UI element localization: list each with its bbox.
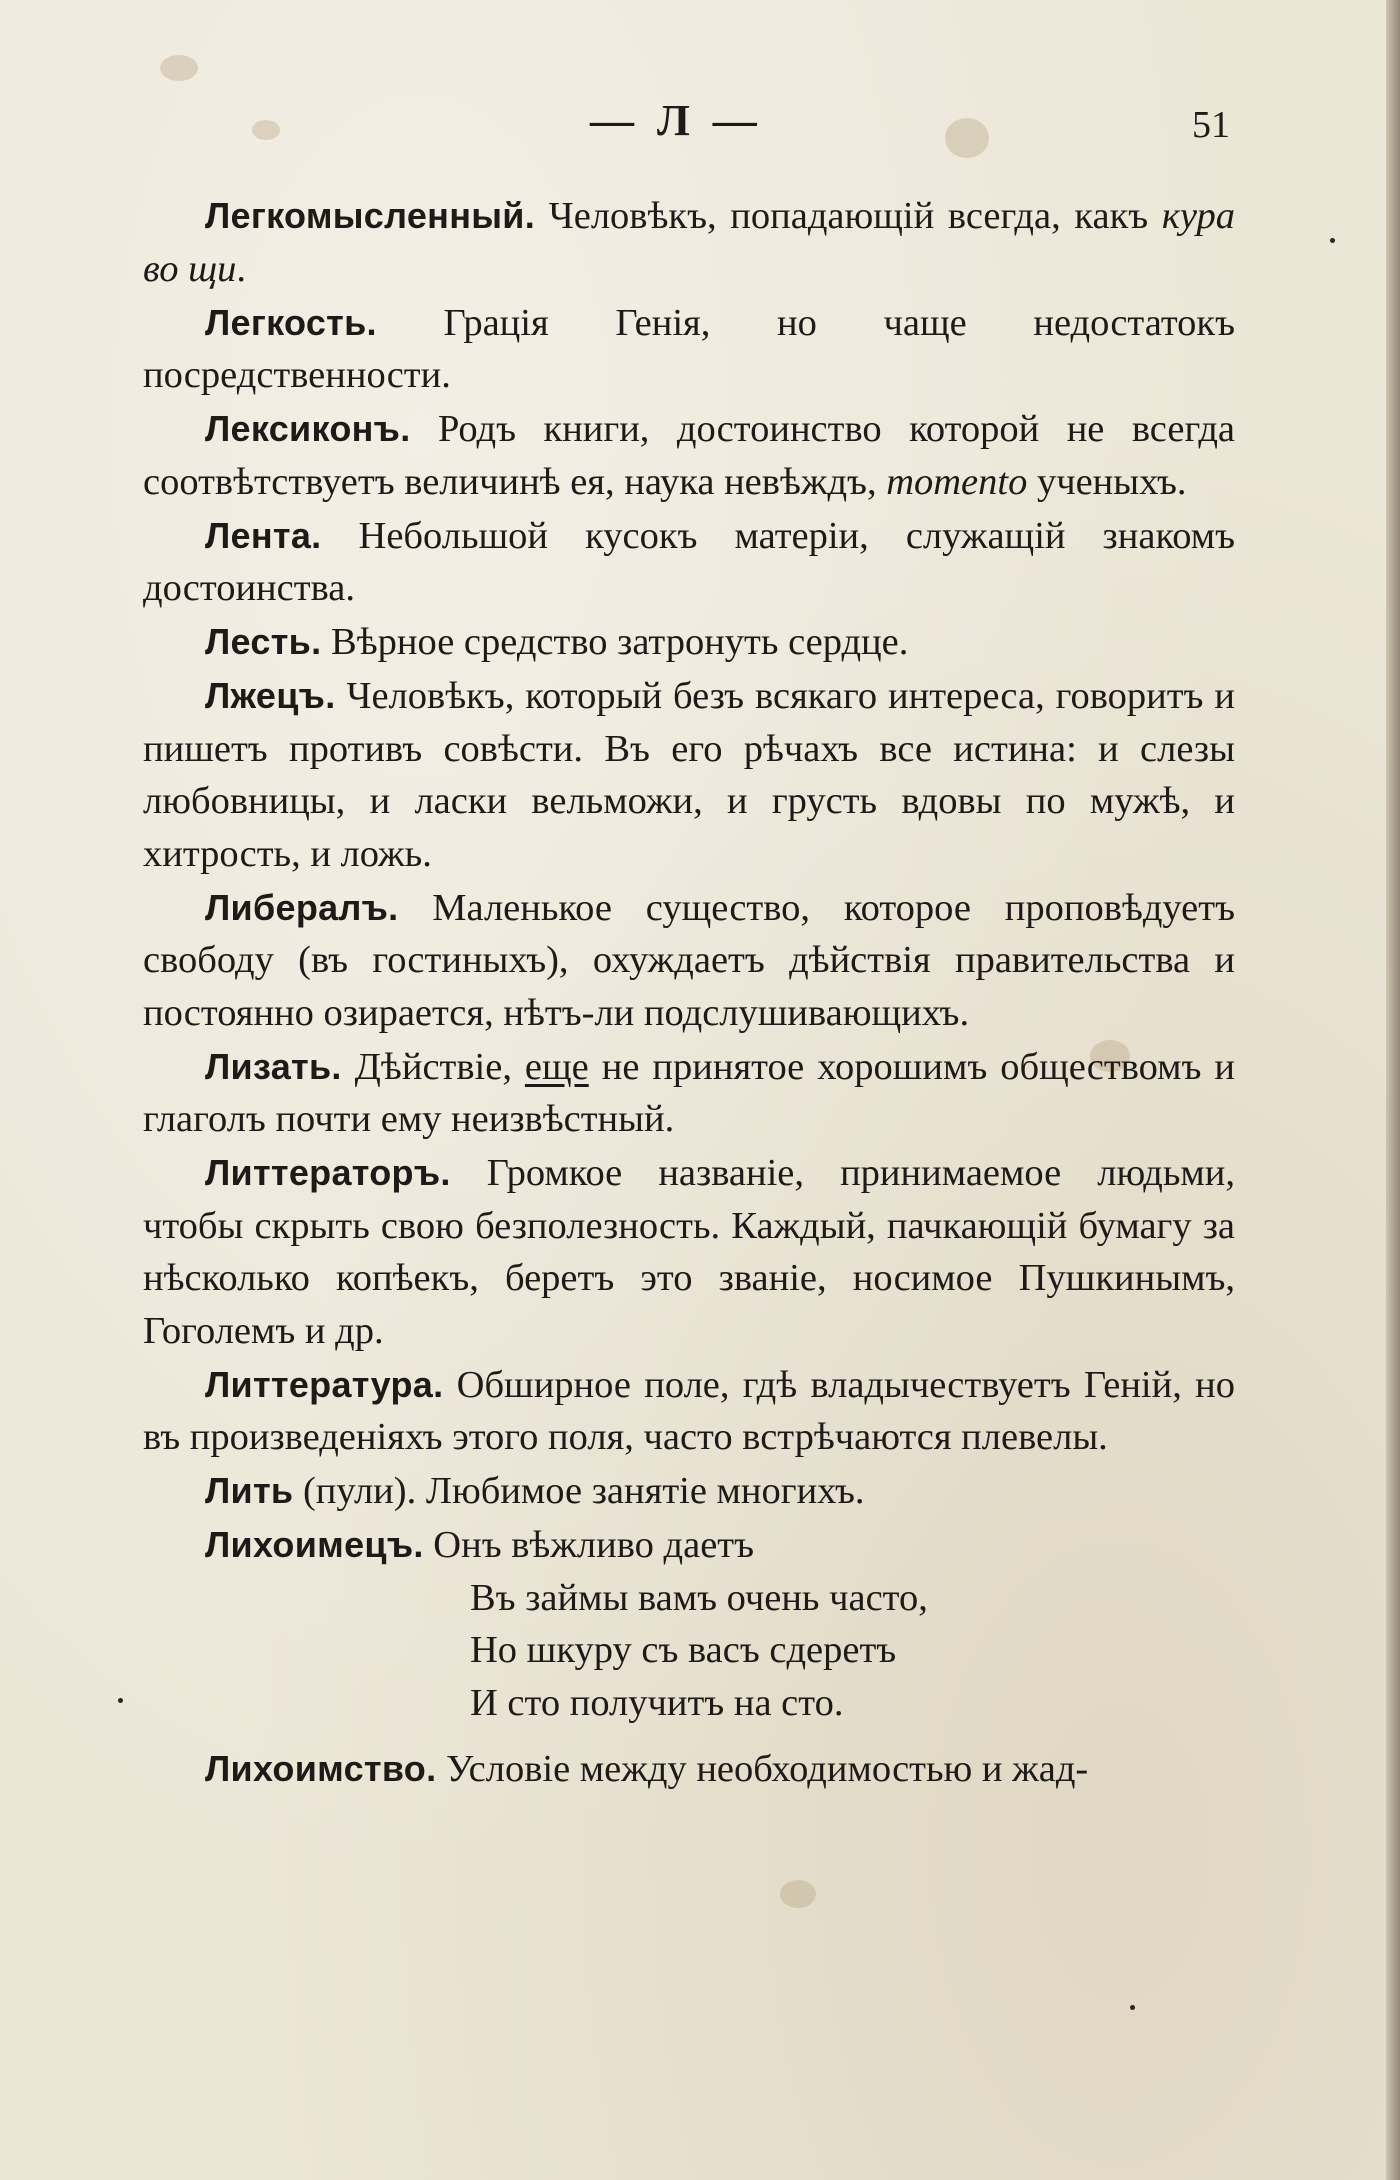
verse-line: И сто получитъ на сто. <box>470 1681 844 1724</box>
definition: Вѣрное средство затронуть сердце. <box>321 621 909 663</box>
entry-lest <box>143 616 1235 669</box>
definition-italic: кура во щи <box>143 195 1235 290</box>
headword: Лизать. <box>205 1045 342 1087</box>
running-head: — Л — <box>590 96 763 145</box>
headword: Лихоимство. <box>205 1748 437 1789</box>
headword: Лжецъ. <box>205 675 336 716</box>
paper-stain <box>160 55 198 81</box>
definition: Родъ книги, достоинство которой не всегда соотвѣтствуетъ величинѣ ея, наука невѣждъ, <box>143 408 1235 503</box>
definition: . <box>236 247 247 290</box>
definition: Громкое названіе, принимаемое людьми, чтобы скрыть свою безполезность. Каждый, пачкающій бумагу за нѣсколько копѣекъ, беретъ это званіе, носимое Пушкинымъ, Гоголемъ и др. <box>143 1152 1235 1352</box>
verse-first-line <box>143 1519 1235 1572</box>
verse-line: Въ займы вамъ очень часто, <box>470 1576 928 1619</box>
paper-stain <box>780 1880 816 1908</box>
headword: Легкомысленный. <box>205 195 536 236</box>
entry-likhoimets <box>143 1519 1235 1729</box>
headword: Лесть. <box>205 621 322 662</box>
entry-legkomyslenny <box>143 190 1235 295</box>
entry-legkost <box>143 297 1235 402</box>
headword: Легкость. <box>205 301 377 343</box>
definition: не принятое хорошимъ обществомъ и глаголъ почти ему неизвѣстный. <box>143 1045 1235 1140</box>
definition: Маленькое существо, которое проповѣдуетъ свободу (въ гостиныхъ), охуждаетъ дѣйствія правительства и постоянно озирается, нѣтъ-ли подслушивающихъ. <box>143 886 1235 1034</box>
headword: Лихоимецъ. <box>205 1524 424 1565</box>
headword: Либералъ. <box>205 886 399 928</box>
entry-likhoimstvo <box>143 1743 1235 1796</box>
verse-line: Но шкуру съ васъ сдеретъ <box>470 1629 897 1671</box>
definition-underlined: еще <box>524 1045 589 1088</box>
definition-italic: momento <box>886 460 1028 503</box>
definition: Грація Генія, но чаще недостатокъ посредственности. <box>143 301 1235 396</box>
page-header <box>0 95 1400 155</box>
ink-speck <box>118 1698 123 1703</box>
verse-line: Онъ вѣжливо даетъ <box>433 1524 755 1566</box>
entry-lit <box>143 1465 1235 1518</box>
entry-litteratura <box>143 1359 1235 1464</box>
dictionary-text <box>143 190 1235 1797</box>
ink-speck <box>1130 2005 1135 2010</box>
definition: Человѣкъ, попадающій всегда, какъ <box>535 195 1162 237</box>
headword: Лента. <box>205 514 322 556</box>
definition: ученыхъ. <box>1027 460 1187 503</box>
definition: Обширное поле, гдѣ владычествуетъ Геній, но въ произведеніяхъ этого поля, часто встрѣчаются плевелы. <box>143 1363 1235 1458</box>
definition: Условіе между необходимостью и жад- <box>436 1748 1089 1790</box>
page-edge-shadow <box>1386 0 1400 2180</box>
entry-lenta <box>143 510 1235 615</box>
definition: Дѣйствіе, <box>341 1045 525 1088</box>
headword: Лексиконъ. <box>205 408 411 449</box>
entry-lizat <box>143 1041 1235 1146</box>
headword: Литтераторъ. <box>205 1152 451 1193</box>
page-number: 51 <box>1192 104 1230 146</box>
entry-leksikon <box>143 403 1235 508</box>
headword: Литтература. <box>205 1363 444 1405</box>
definition: Небольшой кусокъ матеріи, служащій знакомъ достоинства. <box>143 514 1235 609</box>
ink-speck <box>1330 238 1335 243</box>
entry-liberal <box>143 882 1235 1040</box>
entry-litterator <box>143 1147 1235 1357</box>
definition: Человѣкъ, который безъ всякаго интереса, говоритъ и пишетъ противъ совѣсти. Въ его рѣчахъ все истина: и слезы любовницы, и ласки вельможи, и грусть вдовы по мужѣ, и хитрость, и ложь. <box>143 675 1235 875</box>
definition: (пули). Любимое занятіе многихъ. <box>293 1470 865 1512</box>
entry-lzhets <box>143 670 1235 880</box>
headword: Лить <box>205 1470 294 1511</box>
